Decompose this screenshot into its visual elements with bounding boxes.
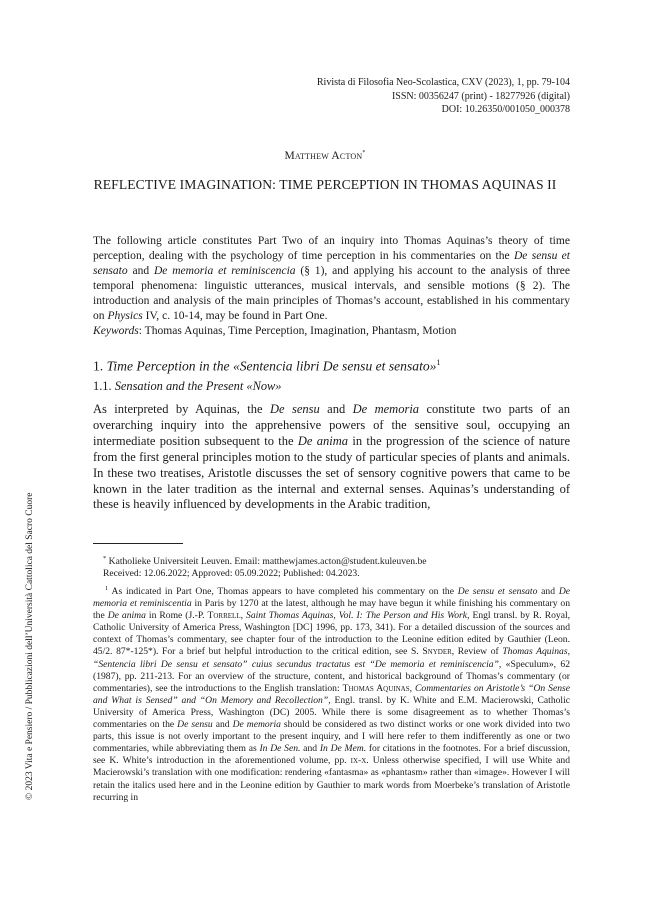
article-dates: Received: 12.06.2022; Approved: 05.09.2022; Published: 04.2023.: [103, 568, 360, 580]
body-paragraph: [93, 402, 570, 513]
section-number: 1.: [93, 358, 107, 374]
body-italic: De memoria: [352, 402, 420, 416]
footnote-marker[interactable]: 1: [436, 358, 441, 367]
copyright-sidebar: © 2023 Vita e Pensiero / Pubblicazioni dell’Università Cattolica del Sacro Cuore: [25, 492, 35, 800]
footnote-text: and: [537, 586, 559, 597]
footnote-italic: De sensu: [177, 719, 213, 731]
article-title: REFLECTIVE IMAGINATION: TIME PERCEPTION IN THOMAS AQUINAS II: [93, 177, 557, 192]
journal-doi: DOI: 10.26350/001050_000378: [441, 104, 570, 115]
footnote-italic: In De Mem.: [319, 743, 367, 755]
keywords: [93, 324, 570, 339]
abstract-italic: De memoria et reminiscencia: [153, 264, 296, 277]
footnote-italic: Commentaries on Aristotle’s “On Sense and What is Sensed” and “On Memory and Recollection”: [93, 682, 571, 706]
section-title: Time Perception in the «Sentencia libri De sensu et sensato»: [106, 358, 437, 374]
footnote-text: in Paris by 1270 at the latest, although he may have begun it while finishing his commentary on the: [93, 598, 570, 622]
footnote-divider: [93, 543, 183, 544]
journal-citation: Rivista di Filosofia Neo-Scolastica, CXV (2023), 1, pp. 79-104: [316, 77, 570, 88]
footnote-author-name: Snyder: [422, 646, 452, 658]
journal-header: [210, 76, 570, 117]
author-footnote-marker[interactable]: *: [362, 150, 366, 157]
footnote-text: in Rome (J.-P.: [145, 610, 208, 622]
footnote-author-name: Torrell: [207, 610, 241, 622]
author-name: [0, 150, 650, 162]
footnote-text: , Engl transl. by R. Royal, Catholic University of America Press, Washington [DC] 1996, pp. 173, 341). For a detailed discussion of the sources and context of Thomas’s commentary, see chapter four of the introduction to the Leonine edition edited by Gauthier (Leon. 45/2. 87*-125*). For a brief but helpful introduction to the critical edition, see S.: [93, 610, 571, 658]
footnote-text: As indicated in Part One, Thomas appears to have completed his commentary on the: [108, 586, 458, 597]
abstract-text: IV, c. 10-14, may be found in Part One.: [142, 309, 328, 322]
body-italic: De anima: [297, 433, 349, 448]
footnote-italic: De memoria et reminiscentia: [93, 586, 571, 610]
author-name-text: Matthew Acton: [284, 150, 363, 162]
footnote-text: should be considered as two distinct works or one work divided into two parts, this issue is not overly important to the present inquiry, and I will here refer to them indifferently as one or two commentaries, while abbreviating them as: [93, 719, 571, 755]
footnote-italic: In De Sen.: [259, 743, 301, 755]
body-italic: De sensu: [269, 402, 320, 416]
abstract-italic: Physics: [107, 309, 143, 322]
footnote-text: , «Speculum», 62 (1987), pp. 211-213. For an overview of the structure, content, and historical background of Thomas’s commentary (or commentaries), see the introductions to the English translation:: [93, 658, 570, 694]
body-text: constitute two parts of an overarching inquiry into the apprehensive powers of the sensitive soul, occupying an intermediate position subsequent to the: [93, 402, 570, 448]
abstract-italic: De sensu et sensato: [93, 249, 570, 277]
footnote-1: [93, 586, 570, 804]
footnote-italic: De anima: [107, 610, 146, 622]
abstract: [93, 234, 570, 323]
abstract-text: (§ 1), and applying his account to the analysis of three temporal phenomena: linguistic utterances, musical intervals, and sensible motions (§ 2). The introduction and analysis of the main principles of Thomas’s account, established in his commentary on: [93, 264, 570, 322]
footnote-marker: *: [103, 554, 107, 562]
footnote-author-name: Thomas Aquinas: [342, 682, 410, 694]
footnote-page-numbers: ix-x: [350, 755, 367, 767]
footnote-text: ,: [409, 682, 416, 694]
subsection-title: Sensation and the Present «Now»: [114, 379, 282, 393]
keywords-label: Keywords: [93, 325, 139, 337]
footnote-italic: De memoria: [232, 719, 281, 731]
body-text: and: [319, 402, 353, 416]
author-affiliation: Katholieke Universiteit Leuven. Email: matthewjames.acton@student.kuleuven.be: [108, 556, 427, 567]
footnote-author: [93, 556, 570, 580]
abstract-text: and: [127, 264, 154, 277]
section-heading: [93, 355, 570, 375]
abstract-text: The following article constitutes Part Two of an inquiry into Thomas Aquinas’s theory of time perception, dealing with the psychology of time perception in his commentaries on the: [93, 235, 570, 262]
footnote-text: , Engl. transl. by K. White and E.M. Macierowski, Catholic University of America Press, Washington (DC) 2005. While there is some disagreement as to whether Thomas’s commentaries on the: [93, 694, 570, 731]
footnote-italic: De sensu et sensato: [457, 586, 538, 597]
footnote-text: and: [212, 719, 233, 731]
journal-issn: ISSN: 00356247 (print) - 18277926 (digital): [391, 90, 570, 102]
body-text: As interpreted by Aquinas, the: [93, 402, 270, 416]
footnote-text: ,: [240, 610, 247, 622]
footnote-text: and: [300, 743, 320, 755]
footnote-text: , Review of: [451, 646, 503, 658]
footnote-text: for citations in the footnotes. For a brief discussion, see K. White’s introduction in the aforementioned volume, pp.: [93, 743, 570, 767]
keywords-list: : Thomas Aquinas, Time Perception, Imagination, Phantasm, Motion: [138, 325, 457, 337]
subsection-heading: [93, 379, 570, 394]
footnote-italic: Saint Thomas Aquinas, Vol. I: The Person and His Work: [246, 610, 468, 622]
subsection-number: 1.1.: [93, 379, 115, 393]
footnote-text: . Unless otherwise specified, I will use White and Macierowski’s translation with one modification: rendering «fantasma» as «phantasm» rather than «image». However I will retain the italics used here and in the Leonine edition by Gauthier to mark words from Moerbeke’s translation of Aristotle recurring in: [93, 755, 570, 803]
footnote-italic: Thomas Aquinas, “Sentencia libri De sensu et sensato” cuius secundus tractatus est “De memoria et reminiscencia”: [93, 646, 570, 670]
body-text: in the progression of the science of nature from the first general principles motion to the study of particular species of plants and animals. In these two treatises, Aristotle discusses the set of sensory cognitive powers that came to be known in the later tradition as the internal and external senses. Aquinas’s understanding of these is heavily influenced by developments in the Arabic tradition,: [93, 433, 571, 512]
footnote-marker: 1: [105, 584, 109, 592]
